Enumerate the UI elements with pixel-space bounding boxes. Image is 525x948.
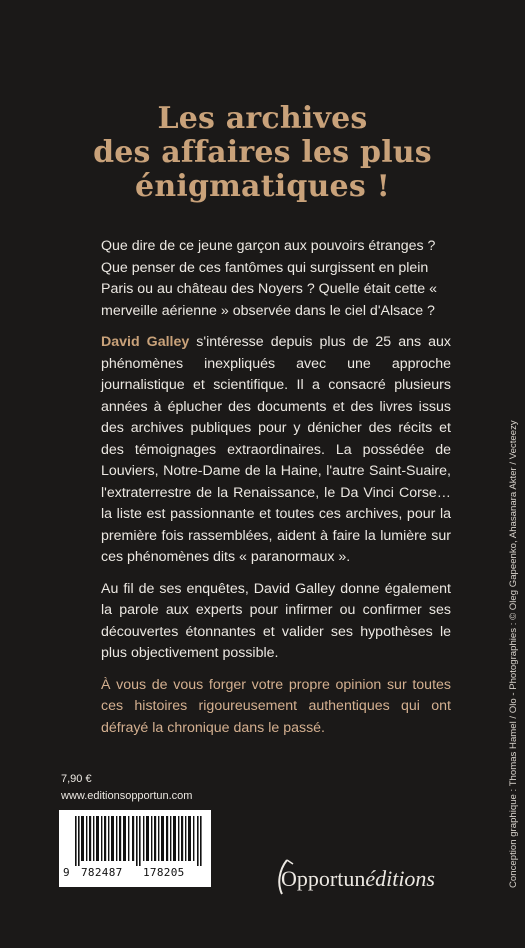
headline-line-3: énigmatiques ! bbox=[135, 169, 390, 204]
questions-paragraph: Que dire de ce jeune garçon aux pouvoirs étranges ? Que penser de ces fantômes qui surgissent en plein Paris ou au château des Noyers ? Quelle était cette « merveille aérienne » observée dans le ciel d'Alsace ? bbox=[101, 238, 437, 319]
author-paragraph bbox=[101, 332, 451, 569]
author-name: David Galley bbox=[101, 334, 190, 350]
isbn-barcode bbox=[59, 810, 211, 887]
isbn-group-1: 782487 bbox=[81, 866, 123, 879]
publisher-website: www.editionsopportun.com bbox=[61, 790, 193, 802]
back-cover-text bbox=[101, 236, 451, 749]
publisher-name-main: Opportun bbox=[281, 866, 366, 891]
photo-credits: Conception graphique : Thomas Hamel / Olo - Photographies : © Oleg Gapeenko, Ahasanara Akter / Vecteezy bbox=[508, 420, 519, 888]
inquiry-paragraph: Au fil de ses enquêtes, David Galley donne également la parole aux experts pour infirmer ou confirmer ses découvertes étonnantes et valider ses hypothèses le plus objectivement possible. bbox=[101, 580, 451, 661]
headline bbox=[0, 102, 525, 204]
price: 7,90 € bbox=[61, 773, 92, 785]
isbn-first-digit: 9 bbox=[63, 866, 70, 879]
publisher-name-editions: éditions bbox=[365, 866, 435, 891]
closing-paragraph: À vous de vous forger votre propre opinion sur toutes ces histoires rigoureusement authentiques qui ont défrayé la chronique dans le passé. bbox=[101, 676, 451, 736]
barcode-icon bbox=[75, 816, 205, 866]
headline-line-1: Les archives bbox=[157, 101, 368, 136]
publisher-name bbox=[281, 866, 435, 892]
author-description: s'intéresse depuis plus de 25 ans aux phénomènes inexpliqués avec une approche journalistique et scientifique. Il a consacré plusieurs années à éplucher des documents et des livres issus des archives publiques pour y dénicher des récits et des témoignages extraordinaires. La possédée de Louviers, Notre-Dame de la Haine, l'autre Saint-Suaire, l'extraterrestre de la Renaissance, le Da Vinci Corse… la liste est passionnante et toutes ces archives, pour la première fois rassemblées, aident à faire la lumière sur ces phénomènes dits « paranormaux ». bbox=[101, 334, 452, 565]
isbn-group-2: 178205 bbox=[143, 866, 185, 879]
headline-line-2: des affaires les plus bbox=[93, 135, 432, 170]
